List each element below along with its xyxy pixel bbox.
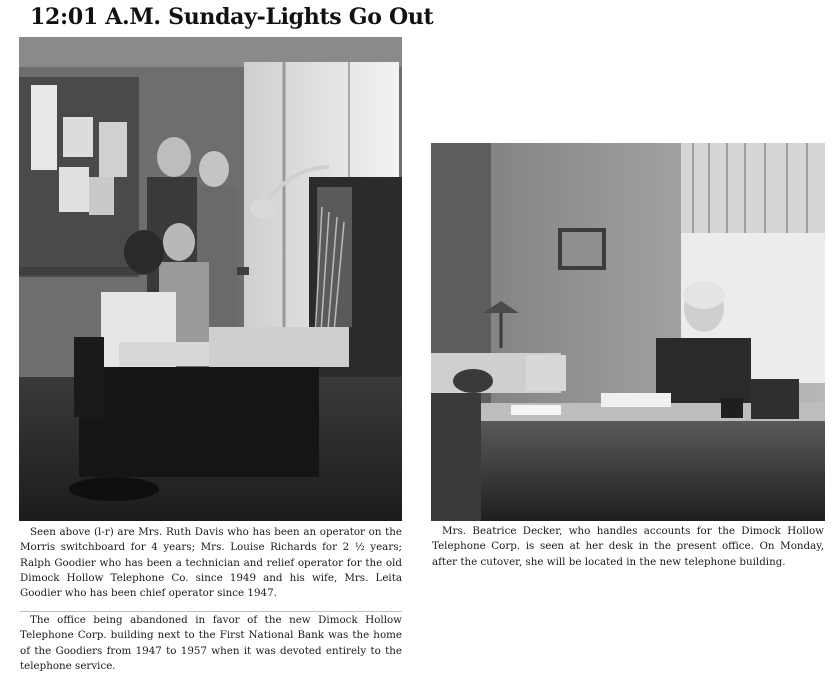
caption-paragraph: Mrs. Beatrice Decker, who handles accounts for the Dimock Hollow Telephone Corp. is seen at her desk in the present office. On Monday, after the cutover, she will be located in the new telephone building. — [432, 525, 824, 568]
caption-divider — [20, 611, 402, 612]
switchboard-photo — [19, 37, 402, 521]
office-photo-image — [431, 143, 825, 521]
office-caption — [432, 524, 824, 570]
office-photo — [431, 143, 825, 521]
headline: 12:01 A.M. Sunday-Lights Go Out — [30, 4, 434, 30]
switchboard-photo-image — [19, 37, 402, 521]
article-paragraph — [20, 613, 402, 674]
caption-paragraph: The office being abandoned in favor of the new Dimock Hollow Telephone Corp. building next to the First National Bank was the home of the Goodiers from 1947 to 1957 when it was devoted entirely to the telephone service. — [20, 614, 402, 672]
caption-paragraph: Seen above (l-r) are Mrs. Ruth Davis who has been an operator on the Morris switchboard for 4 years; Mrs. Louise Richards for 2 ½ years; Ralph Goodier who has been a technician and relief operator for the old Dimock Hollow Telephone Co. since 1949 and his wife, Mrs. Leita Goodier who has been chief operator since 1947. — [20, 526, 402, 600]
switchboard-caption — [20, 525, 402, 601]
